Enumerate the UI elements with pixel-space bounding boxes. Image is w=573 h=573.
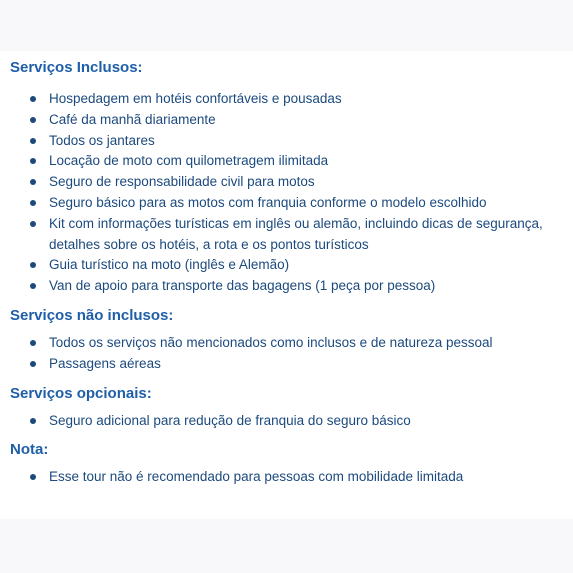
list-item-text: Seguro básico para as motos com franquia conforme o modelo escolhido [49, 194, 487, 210]
bullet-icon [30, 283, 36, 289]
bullet-icon [30, 340, 36, 346]
list-item [10, 214, 570, 256]
list-item [10, 411, 570, 432]
bullet-icon [30, 418, 36, 424]
list-item [10, 467, 570, 488]
list-item-text: Guia turístico na moto (inglês e Alemão) [49, 257, 290, 273]
bullet-icon [30, 96, 36, 102]
list-item [10, 333, 570, 354]
bullet-icon [30, 262, 36, 268]
list-item [10, 131, 570, 152]
note-list [10, 467, 570, 488]
bullet-icon [30, 117, 36, 123]
bullet-icon [30, 138, 36, 144]
included-services-list [10, 89, 570, 297]
bullet-icon [30, 158, 36, 164]
list-item-text: Kit com informações turísticas em inglês ou alemão, incluindo dicas de segurança, detalhes sobre os hotéis, a rota e os pontos turísticos [49, 215, 543, 252]
bullet-icon [30, 221, 36, 227]
list-item-text: Locação de moto com quilometragem ilimitada [49, 153, 329, 169]
section-title-not-included: Serviços não inclusos: [10, 306, 174, 324]
not-included-services-list [10, 333, 570, 375]
bullet-icon [30, 200, 36, 206]
section-title-optional: Serviços opcionais: [10, 384, 152, 402]
list-item [10, 151, 570, 172]
bullet-icon [30, 474, 36, 480]
list-item [10, 172, 570, 193]
list-item-text: Van de apoio para transporte das bagagens (1 peça por pessoa) [49, 278, 436, 294]
list-item-text: Hospedagem em hotéis confortáveis e pousadas [49, 91, 342, 106]
list-item [10, 255, 570, 276]
bullet-icon [30, 179, 36, 185]
list-item [10, 110, 570, 131]
section-title-included: Serviços Inclusos: [10, 59, 143, 76]
optional-services-list [10, 411, 570, 432]
bullet-icon [30, 361, 36, 367]
list-item-text: Seguro adicional para redução de franquia do seguro básico [49, 412, 411, 428]
list-item-text: Esse tour não é recomendado para pessoas com mobilidade limitada [49, 469, 464, 485]
list-item [10, 89, 570, 110]
list-item-text: Todos os jantares [49, 132, 155, 148]
list-item-text: Seguro de responsabilidade civil para motos [49, 174, 315, 190]
list-item-text: Café da manhã diariamente [49, 111, 216, 127]
list-item-text: Passagens aéreas [49, 355, 161, 371]
services-document [10, 58, 570, 488]
list-item [10, 276, 570, 297]
list-item [10, 354, 570, 375]
section-title-note: Nota: [10, 441, 49, 459]
list-item [10, 193, 570, 214]
list-item-text: Todos os serviços não mencionados como inclusos e de natureza pessoal [49, 334, 493, 350]
